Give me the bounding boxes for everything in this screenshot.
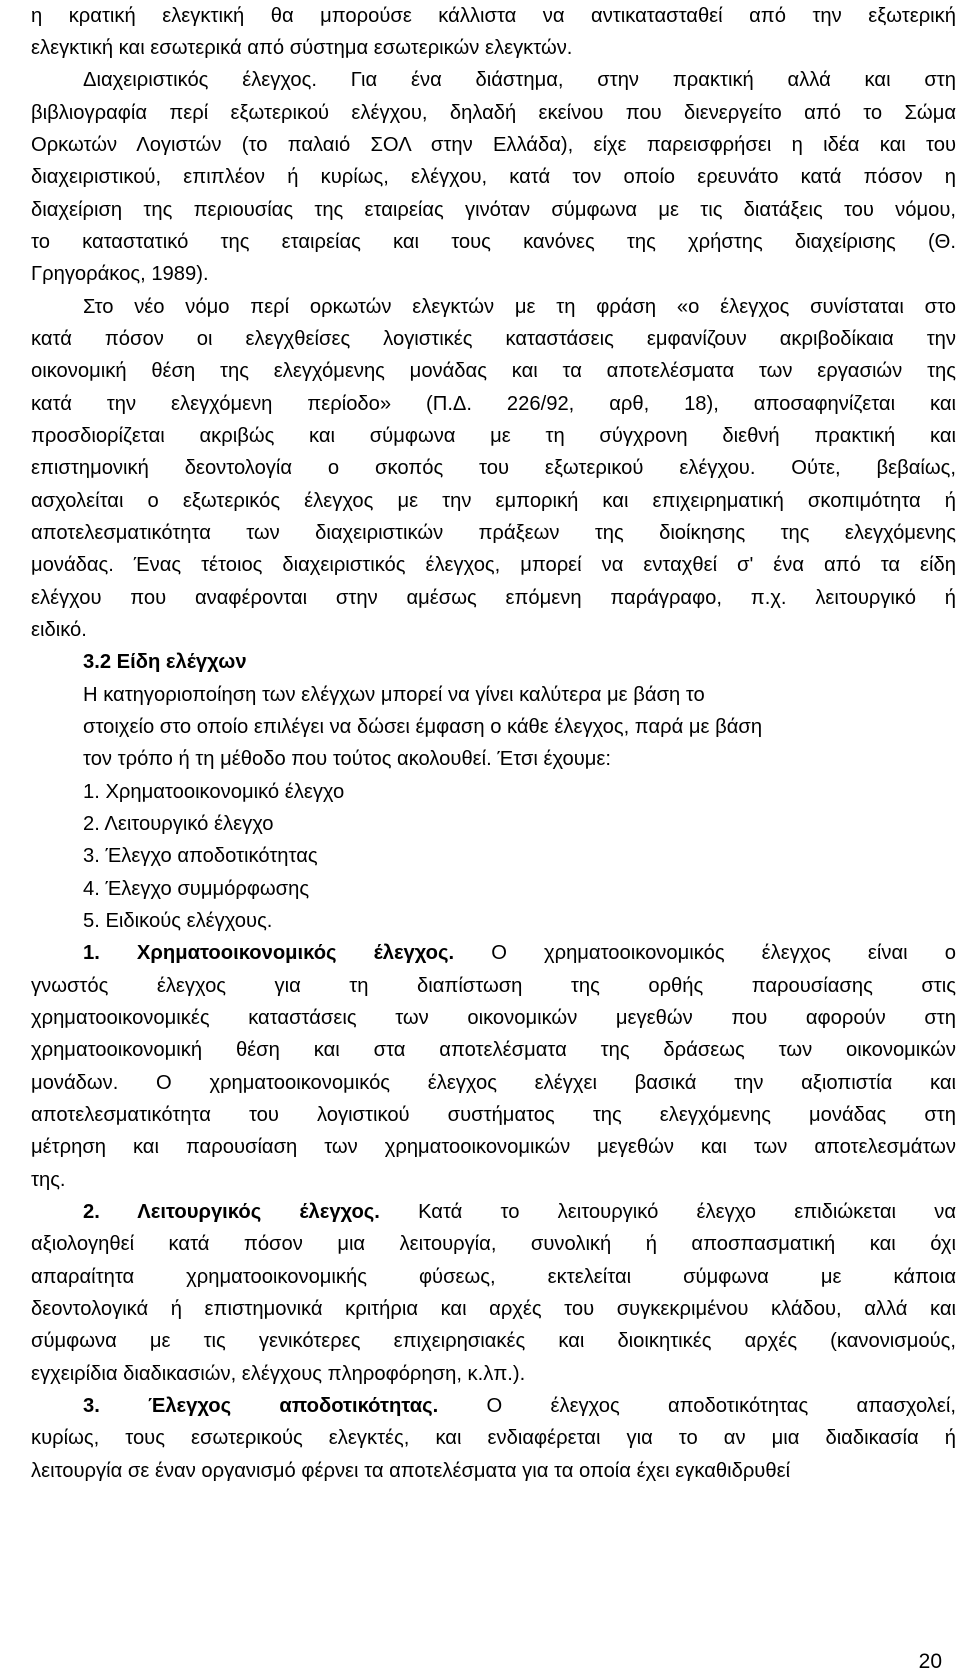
list-item: 2. Λειτουργικό έλεγχο xyxy=(83,813,274,835)
text-line: χρηματοοικονομική θέση και στα αποτελέσματα της δράσεως των οικονομικών xyxy=(31,1039,956,1061)
text-line: εγχειρίδια διαδικασιών, ελέγχους πληροφόρηση, κ.λπ.). xyxy=(31,1363,526,1385)
text-line: αποτελεσματικότητα του λογιστικού συστήματος της ελεγχόμενης μονάδας στη xyxy=(31,1104,956,1126)
text-line: κυρίως, τους εσωτερικούς ελεγκτές, και ενδιαφέρεται για το αν μια διαδικασία ή xyxy=(31,1427,956,1449)
text-line: μονάδων. Ο χρηματοοικονομικός έλεγχος ελέγχει βασικά την αξιοπιστία και xyxy=(31,1072,956,1094)
text-line xyxy=(31,937,956,969)
text-line: Στο νέο νόμο περί ορκωτών ελεγκτών με τη φράση «ο έλεγχος συνίσταται στο xyxy=(83,296,956,318)
text-fragment: Κατά το λειτουργικό έλεγχο επιδιώκεται να xyxy=(418,1201,956,1223)
text-line: διαχειριστικού, επιπλέον ή κυρίως, ελέγχου, κατά τον οποίο ερευνάτο κατά πόσον η xyxy=(31,166,956,188)
text-fragment: Ο έλεγχος αποδοτικότητας απασχολεί, xyxy=(486,1395,956,1417)
text-line: επιστημονική δεοντολογία ο σκοπός του εξωτερικού ελέγχου. Ούτε, βεβαίως, xyxy=(31,457,956,479)
text-line xyxy=(31,1196,956,1228)
text-line: χρηματοοικονομικές καταστάσεις των οικονομικών μεγεθών που αφορούν στη xyxy=(31,1007,956,1029)
text-line: της. xyxy=(31,1169,66,1191)
text-line: το καταστατικό της εταιρείας και τους κανόνες της χρήστης διαχείρισης (Θ. xyxy=(31,231,956,253)
text-line: ασχολείται ο εξωτερικός έλεγχος με την εμπορική και επιχειρηματική σκοπιμότητα ή xyxy=(31,490,956,512)
text-line: δεοντολογικά ή επιστημονικά κριτήρια και αρχές του συγκεκριμένου κλάδου, αλλά και xyxy=(31,1298,956,1320)
text-line: βιβλιογραφία περί εξωτερικού ελέγχου, δηλαδή εκείνου που διενεργείτο από το Σώμα xyxy=(31,102,956,124)
text-line: αποτελεσματικότητα των διαχειριστικών πράξεων της διοίκησης της ελεγχόμενης xyxy=(31,522,956,544)
text-line: στοιχείο στο οποίο επιλέγει να δώσει έμφαση ο κάθε έλεγχος, παρά με βάση xyxy=(83,716,763,738)
text-line: προσδιορίζεται ακριβώς και σύμφωνα με τη σύγχρονη διεθνή πρακτική και xyxy=(31,425,956,447)
text-fragment: Ο χρηματοοικονομικός έλεγχος είναι ο xyxy=(491,942,956,964)
bold-lead: 1. Χρηματοοικονομικός έλεγχος. xyxy=(83,942,455,964)
text-line: γνωστός έλεγχος για τη διαπίστωση της ορθής παρουσίασης στις xyxy=(31,975,956,997)
text-line: κατά την ελεγχόμενη περίοδο» (Π.Δ. 226/92, αρθ, 18), αποσαφηνίζεται και xyxy=(31,393,956,415)
text-line: απαραίτητα χρηματοοικονομικής φύσεως, εκτελείται σύμφωνα με κάποια xyxy=(31,1266,956,1288)
text-line: Διαχειριστικός έλεγχος. Για ένα διάστημα, στην πρακτική αλλά και στη xyxy=(83,69,956,91)
text-line: μέτρηση και παρουσίαση των χρηματοοικονομικών μεγεθών και των αποτελεσμάτων xyxy=(31,1136,956,1158)
text-line: τον τρόπο ή τη μέθοδο που τούτος ακολουθεί. Έτσι έχουμε: xyxy=(83,748,612,770)
text-line: κατά πόσον οι ελεγχθείσες λογιστικές καταστάσεις εμφανίζουν ακριβοδίκαια την xyxy=(31,328,956,350)
text-line: η κρατική ελεγκτική θα μπορούσε κάλλιστα να αντικατασταθεί από την εξωτερική xyxy=(31,5,956,27)
text-line: Γρηγοράκος, 1989). xyxy=(31,263,209,285)
list-item: 5. Ειδικούς ελέγχους. xyxy=(83,910,273,932)
list-item: 3. Έλεγχο αποδοτικότητας xyxy=(83,845,318,867)
page-number: 20 xyxy=(918,1650,942,1673)
text-line: διαχείριση της περιουσίας της εταιρείας γινόταν σύμφωνα με τις διατάξεις του νόμου, xyxy=(31,199,956,221)
section-heading: 3.2 Είδη ελέγχων xyxy=(83,651,247,673)
text-line: σύμφωνα με τις γενικότερες επιχειρησιακές και διοικητικές αρχές (κανονισμούς, xyxy=(31,1330,956,1352)
text-line: Η κατηγοριοποίηση των ελέγχων μπορεί να γίνει καλύτερα με βάση το xyxy=(83,684,705,706)
text-line: λειτουργία σε έναν οργανισμό φέρνει τα αποτελέσματα για τα οποία έχει εγκαθιδρυθεί xyxy=(31,1460,791,1482)
list-item: 4. Έλεγχο συμμόρφωσης xyxy=(83,878,310,900)
text-line: ειδικό. xyxy=(31,619,87,641)
bold-lead: 3. Έλεγχος αποδοτικότητας. xyxy=(83,1395,439,1417)
text-line: ελεγκτική και εσωτερικά από σύστημα εσωτερικών ελεγκτών. xyxy=(31,37,573,59)
list-item: 1. Χρηματοοικονομικό έλεγχο xyxy=(83,781,345,803)
text-line: αξιολογηθεί κατά πόσον μια λειτουργία, συνολική ή αποσπασματική και όχι xyxy=(31,1233,956,1255)
text-line: μονάδας. Ένας τέτοιος διαχειριστικός έλεγχος, μπορεί να ενταχθεί σ' ένα από τα είδη xyxy=(31,554,956,576)
text-line: οικονομική θέση της ελεγχόμενης μονάδας και τα αποτελέσματα των εργασιών της xyxy=(31,360,956,382)
bold-lead: 2. Λειτουργικός έλεγχος. xyxy=(83,1201,380,1223)
text-line: ελέγχου που αναφέρονται στην αμέσως επόμενη παράγραφο, π.χ. λειτουργικό ή xyxy=(31,587,956,609)
text-line: Ορκωτών Λογιστών (το παλαιό ΣΟΛ στην Ελλάδα), είχε παρεισφρήσει η ιδέα και του xyxy=(31,134,956,156)
text-line xyxy=(31,1390,956,1422)
